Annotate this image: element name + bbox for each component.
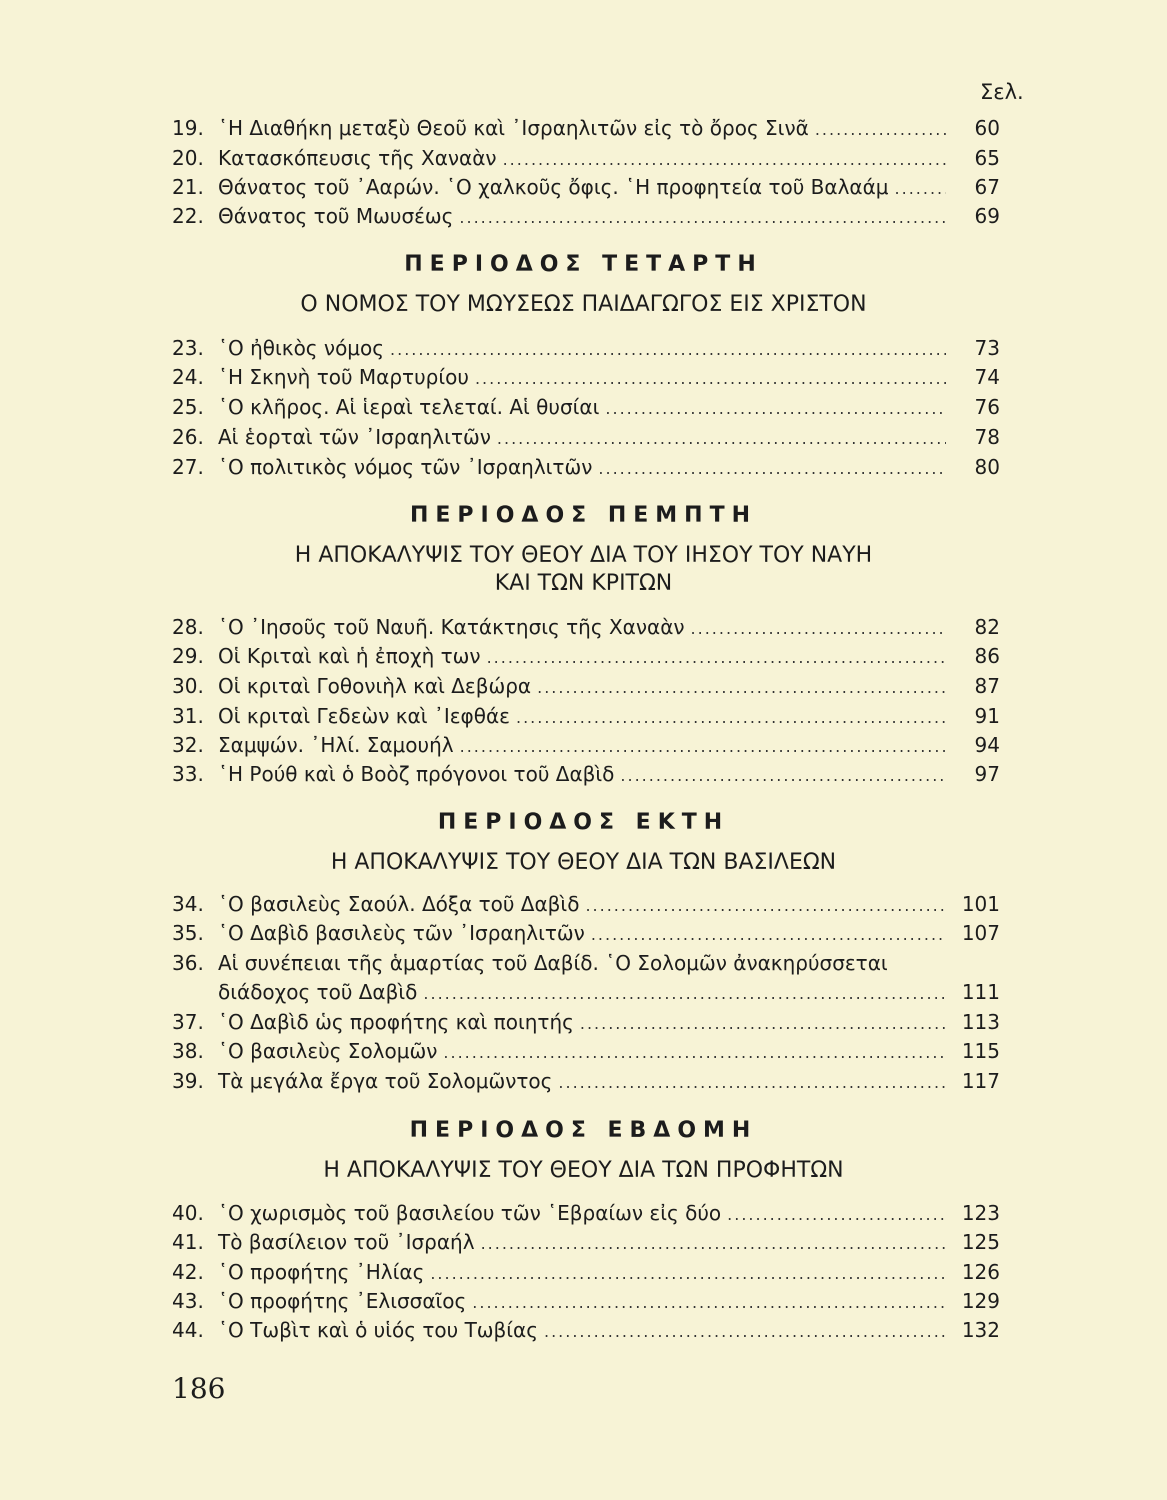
entry-page: 126 (961, 1260, 1000, 1284)
period-heading: ΠΕΡΙΟΔΟΣ ΕΚΤΗ (437, 810, 730, 835)
period-heading: ΠΕΡΙΟΔΟΣ ΕΒΔΟΜΗ (409, 1118, 758, 1143)
entry-title: ῾Η Διαθήκη μεταξὺ Θεοῦ καὶ ᾿Ισραηλιτῶν εἰς τὸ ὄρος Σινᾶ (218, 116, 809, 140)
toc-entry (172, 1257, 1024, 1287)
toc-entry (172, 1036, 1024, 1066)
entry-page: 74 (974, 365, 1000, 389)
entry-number: 37. (172, 1010, 204, 1034)
leader-dots (815, 115, 946, 145)
entry-number: 22. (172, 204, 204, 228)
toc-entry (172, 612, 1024, 642)
leader-dots (481, 1229, 946, 1259)
entry-page: 87 (974, 674, 1000, 698)
toc-entry (172, 143, 1024, 173)
toc-entry (172, 701, 1024, 731)
toc-entry (172, 392, 1024, 422)
entry-title: ῾Ο Δαβὶδ βασιλεὺς τῶν ᾿Ισραηλιτῶν (218, 921, 585, 945)
entry-number: 42. (172, 1260, 204, 1284)
entry-title: ῾Ο προφήτης ᾿Ηλίας (218, 1260, 425, 1284)
leader-dots (475, 364, 946, 394)
leader-dots (620, 761, 946, 791)
leader-dots (537, 673, 946, 703)
leader-dots (390, 335, 946, 365)
toc-entry (172, 422, 1024, 452)
leader-dots (605, 394, 946, 424)
entry-number: 43. (172, 1289, 204, 1313)
leader-dots (472, 1288, 946, 1318)
period-subtitle-cont: ΚΑΙ ΤΩΝ ΚΡΙΤΩΝ (494, 571, 673, 596)
toc-entry (172, 1227, 1024, 1257)
entry-number: 38. (172, 1039, 204, 1063)
period-subtitle: Η ΑΠΟΚΑΛΥΨΙΣ ΤΟΥ ΘΕΟΥ ΔΙΑ ΤΩΝ ΒΑΣΙΛΕΩΝ (330, 850, 837, 875)
entry-title: ῾Ο Τωβὶτ καὶ ὁ υἱός του Τωβίας (218, 1318, 538, 1342)
entry-page: 86 (974, 644, 1000, 668)
entry-number: 35. (172, 921, 204, 945)
entry-title: Θάνατος τοῦ Μωυσέως (218, 204, 454, 228)
entry-page: 69 (974, 204, 1000, 228)
entry-title: Οἱ κριταὶ Γεδεὼν καὶ ᾿Ιεφθάε (218, 704, 510, 728)
entry-title: ῾Ο προφήτης ᾿Ελισσαῖος (218, 1289, 467, 1313)
entry-title: Τὰ μεγάλα ἔργα τοῦ Σολομῶντος (218, 1069, 553, 1093)
toc-entry-cont (172, 977, 1024, 1007)
entry-number: 27. (172, 455, 204, 479)
leader-dots (544, 1317, 946, 1347)
entry-page: 76 (974, 395, 1000, 419)
entry-page: 60 (974, 116, 1000, 140)
leader-dots (497, 424, 946, 454)
leader-dots (580, 1009, 946, 1039)
entry-number: 20. (172, 146, 204, 170)
period-subtitle: Ο ΝΟΜΟΣ ΤΟΥ ΜΩΥΣΕΩΣ ΠΑΙΔΑΓΩΓΟΣ ΕΙΣ ΧΡΙΣΤΟΝ (300, 292, 867, 317)
leader-dots (727, 1200, 946, 1230)
entry-number: 26. (172, 425, 204, 449)
entry-number: 40. (172, 1201, 204, 1225)
entry-page: 129 (961, 1289, 1000, 1313)
entry-title: Αἱ συνέπειαι τῆς ἁμαρτίας τοῦ Δαβίδ. ῾Ο Σολομῶν ἀνακηρύσσεται (218, 951, 888, 975)
entry-title: Οἱ Κριταὶ καὶ ἡ ἐποχὴ των (218, 644, 481, 668)
entry-number: 32. (172, 733, 204, 757)
entry-number: 19. (172, 116, 204, 140)
leader-dots (585, 891, 946, 921)
entry-page: 132 (961, 1318, 1000, 1342)
toc-entry (172, 730, 1024, 760)
toc-entry (172, 172, 1024, 202)
leader-dots (459, 203, 946, 233)
leader-dots (591, 920, 946, 950)
page-number: 186 (172, 1372, 226, 1405)
toc-entry (172, 948, 1024, 978)
entry-title: ῾Η Ρούθ καὶ ὁ Βοὸζ πρόγονοι τοῦ Δαβὶδ (218, 762, 615, 786)
leader-dots (558, 1068, 946, 1098)
entry-page: 65 (974, 146, 1000, 170)
entry-page: 101 (961, 892, 1000, 916)
toc-entry (172, 1007, 1024, 1037)
leader-dots (895, 174, 946, 204)
leader-dots (516, 703, 946, 733)
toc-entry (172, 452, 1024, 482)
entry-page: 80 (974, 455, 1000, 479)
toc-entry (172, 1286, 1024, 1316)
entry-number: 23. (172, 336, 204, 360)
leader-dots (598, 454, 946, 484)
entry-page: 94 (974, 733, 1000, 757)
entry-number: 36. (172, 951, 204, 975)
toc-entry (172, 759, 1024, 789)
entry-number: 44. (172, 1318, 204, 1342)
page-column-label: Σελ. (980, 80, 1024, 104)
entry-number: 28. (172, 615, 204, 639)
entry-number: 25. (172, 395, 204, 419)
toc-entry (172, 333, 1024, 363)
toc-entry (172, 1315, 1024, 1345)
entry-number: 30. (172, 674, 204, 698)
leader-dots (691, 614, 946, 644)
toc-entry (172, 918, 1024, 948)
leader-dots (460, 732, 946, 762)
entry-title: ῾Ο πολιτικὸς νόμος τῶν ᾿Ισραηλιτῶν (218, 455, 593, 479)
entry-title: ῾Ο ᾿Ιησοῦς τοῦ Ναυῆ. Κατάκτησις τῆς Χαναὰν (218, 615, 685, 639)
entry-number: 29. (172, 644, 204, 668)
toc-entry (172, 1066, 1024, 1096)
entry-page: 111 (961, 980, 1000, 1004)
entry-page: 97 (974, 762, 1000, 786)
entry-page: 78 (974, 425, 1000, 449)
toc-entry (172, 889, 1024, 919)
entry-page: 67 (974, 175, 1000, 199)
period-heading: ΠΕΡΙΟΔΟΣ ΤΕΤΑΡΤΗ (404, 252, 763, 277)
entry-title: ῾Ο βασιλεὺς Σολομῶν (218, 1039, 438, 1063)
period-subtitle: Η ΑΠΟΚΑΛΥΨΙΣ ΤΟΥ ΘΕΟΥ ΔΙΑ ΤΩΝ ΠΡΟΦΗΤΩΝ (323, 1158, 844, 1183)
entry-number: 34. (172, 892, 204, 916)
entry-title-cont: διάδοχος τοῦ Δαβὶδ (218, 980, 418, 1004)
entry-number: 39. (172, 1069, 204, 1093)
entry-page: 82 (974, 615, 1000, 639)
entry-page: 115 (961, 1039, 1000, 1063)
entry-number: 31. (172, 704, 204, 728)
entry-title: Κατασκόπευσις τῆς Χαναὰν (218, 146, 497, 170)
entry-title: Οἱ κριταὶ Γοθονιὴλ καὶ Δεβώρα (218, 674, 532, 698)
toc-entry (172, 201, 1024, 231)
toc-entry (172, 671, 1024, 701)
toc-entry (172, 1198, 1024, 1228)
entry-title: ῾Ο βασιλεὺς Σαούλ. Δόξα τοῦ Δαβὶδ (218, 892, 580, 916)
entry-page: 125 (961, 1230, 1000, 1254)
entry-number: 24. (172, 365, 204, 389)
period-heading: ΠΕΡΙΟΔΟΣ ΠΕΜΠΤΗ (409, 503, 758, 528)
toc-entry (172, 641, 1024, 671)
entry-title: ῾Ο κλῆρος. Αἱ ἱεραὶ τελεταί. Αἱ θυσίαι (218, 395, 600, 419)
entry-title: Θάνατος τοῦ ᾿Ααρών. ῾Ο χαλκοῦς ὄφις. ῾Η προφητεία τοῦ Βαλαάμ (218, 175, 889, 199)
entry-number: 21. (172, 175, 204, 199)
leader-dots (430, 1259, 946, 1289)
entry-number: 33. (172, 762, 204, 786)
leader-dots (503, 145, 946, 175)
leader-dots (443, 1038, 946, 1068)
entry-title: ῾Ο Δαβὶδ ὡς προφήτης καὶ ποιητής (218, 1010, 574, 1034)
toc-entry (172, 113, 1024, 143)
entry-page: 123 (961, 1201, 1000, 1225)
entry-title: ῾Ο χωρισμὸς τοῦ βασιλείου τῶν ῾Εβραίων εἰς δύο (218, 1201, 722, 1225)
leader-dots (487, 643, 946, 673)
leader-dots (423, 979, 946, 1009)
entry-page: 91 (974, 704, 1000, 728)
entry-page: 113 (961, 1010, 1000, 1034)
entry-page: 117 (961, 1069, 1000, 1093)
entry-title: ῾Η Σκηνὴ τοῦ Μαρτυρίου (218, 365, 469, 389)
entry-page: 107 (961, 921, 1000, 945)
toc-entry (172, 362, 1024, 392)
entry-title: Αἱ ἑορταὶ τῶν ᾿Ισραηλιτῶν (218, 425, 491, 449)
period-subtitle: Η ΑΠΟΚΑΛΥΨΙΣ ΤΟΥ ΘΕΟΥ ΔΙΑ ΤΟΥ ΙΗΣΟΥ ΤΟΥ ΝΑΥΗ (294, 543, 873, 568)
entry-title: Σαμψών. ᾿Ηλί. Σαμουήλ (218, 733, 454, 757)
entry-title: ῾Ο ἠθικὸς νόμος (218, 336, 385, 360)
entry-page: 73 (974, 336, 1000, 360)
entry-title: Τὸ βασίλειον τοῦ ᾿Ισραήλ (218, 1230, 475, 1254)
entry-number: 41. (172, 1230, 204, 1254)
